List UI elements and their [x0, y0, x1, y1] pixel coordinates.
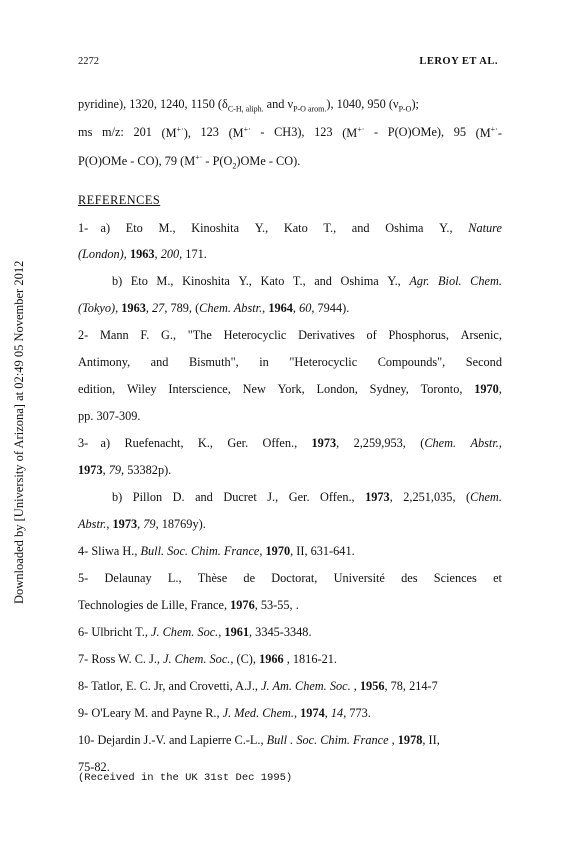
references-heading: REFERENCES	[78, 193, 161, 207]
reference-1a-line2: (London), 1963, 200, 171.	[78, 247, 207, 261]
download-notice: Downloaded by [University of Arizona] at 02:49 05 November 2012	[12, 260, 26, 604]
spectral-line-3: P(O)OMe - CO), 79 $(M^{+\cdot} - P(O_2)OMe - CO)$.	[78, 153, 301, 171]
received-note: (Received in the UK 31st Dec 1995)	[78, 772, 293, 784]
reference-5-line2: Technologies de Lille, France, 1976, 53-55, .	[78, 598, 299, 612]
spectral-line-2: ms m/z: 201 (M+·), 123 (M+· - CH3), 123 (M+· - P(O)OMe), 95 (M+·-	[78, 125, 502, 141]
reference-9: 9- O'Leary M. and Payne R., J. Med. Chem., 1974, 14, 773.	[78, 706, 371, 720]
reference-4: 4- Sliwa H., Bull. Soc. Chim. France, 1970, II, 631-641.	[78, 544, 355, 558]
reference-1a-line1: 1- a) Eto M., Kinoshita Y., Kato T., and Oshima Y., Nature	[78, 221, 502, 235]
reference-3a-line1: 3- a) Ruefenacht, K., Ger. Offen., 1973, 2,259,953, (Chem. Abstr.,	[78, 436, 502, 450]
reference-6: 6- Ulbricht T., J. Chem. Soc., 1961, 3345-3348.	[78, 625, 312, 639]
spectral-line-1: pyridine), 1320, 1240, 1150 ($\delta_{C-H, aliph.}$ and $\nu_{P-O arom.}$), 1040, 950 $(\nu_{P-O})$;	[78, 97, 419, 114]
reference-2-line3: edition, Wiley Interscience, New York, London, Sydney, Toronto, 1970,	[78, 382, 502, 396]
running-authors: LEROY ET AL.	[419, 56, 498, 67]
reference-10-line2: 75-82.	[78, 760, 110, 774]
reference-2-line4: pp. 307-309.	[78, 409, 141, 423]
page-number: 2272	[78, 56, 99, 67]
reference-1b-line2: (Tokyo), 1963, 27, 789, (Chem. Abstr., 1964, 60, 7944).	[78, 301, 350, 315]
reference-3a-line2: 1973, 79, 53382p).	[78, 463, 172, 477]
reference-3b-line1: b) Pillon D. and Ducret J., Ger. Offen., 1973, 2,251,035, (Chem.	[112, 490, 502, 504]
reference-2-line2: Antimony, and Bismuth", in "Heterocyclic Compounds", Second	[78, 355, 502, 369]
reference-3b-line2: Abstr., 1973, 79, 18769y).	[78, 517, 206, 531]
reference-10-line1: 10- Dejardin J.-V. and Lapierre C.-L., Bull . Soc. Chim. France , 1978, II,	[78, 733, 440, 747]
reference-8: 8- Tatlor, E. C. Jr, and Crovetti, A.J., J. Am. Chem. Soc. , 1956, 78, 214-7	[78, 679, 438, 693]
reference-7: 7- Ross W. C. J., J. Chem. Soc., (C), 1966 , 1816-21.	[78, 652, 337, 666]
reference-2-line1: 2- Mann F. G., "The Heterocyclic Derivatives of Phosphorus, Arsenic,	[78, 328, 502, 342]
reference-5-line1: 5- Delaunay L., Thèse de Doctorat, Université des Sciences et	[78, 571, 502, 585]
reference-1b-line1: b) Eto M., Kinoshita Y., Kato T., and Oshima Y., Agr. Biol. Chem.	[112, 274, 502, 288]
